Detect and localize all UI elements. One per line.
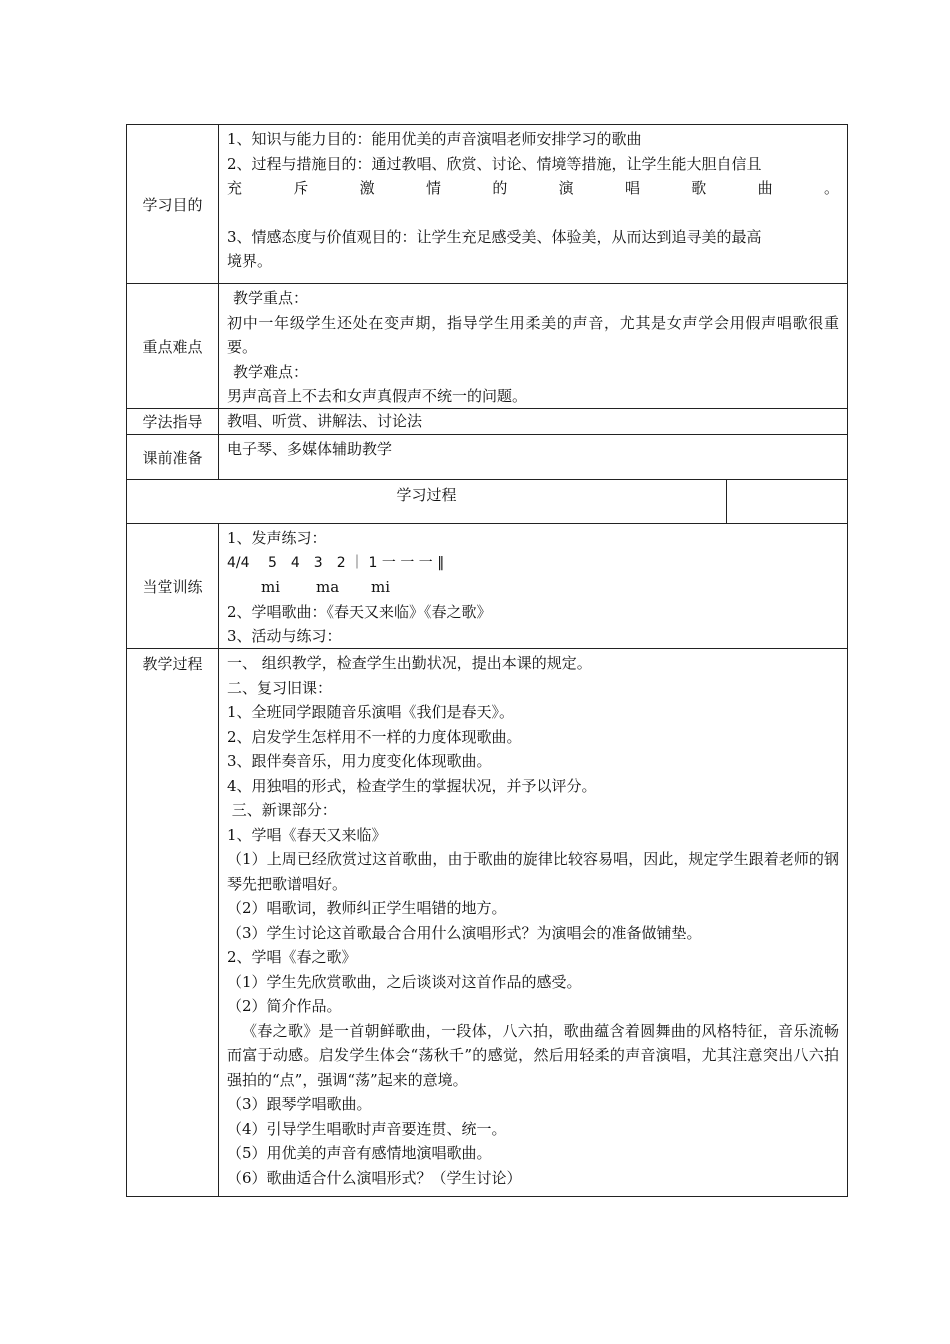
teaching-line: （3）学生讨论这首歌最合合用什么演唱形式？为演唱会的准备做铺垫。 xyxy=(227,923,702,942)
teaching-line: 一、 组织教学，检查学生出勤状况，提出本课的规定。 xyxy=(227,654,592,672)
method-row xyxy=(126,409,848,435)
objective-1: 1、知识与能力目的：能用优美的声音演唱老师安排学习的歌曲 xyxy=(227,130,642,148)
objective-2: 2、过程与措施目的：通过教唱、欣赏、讨论、情境等措施，让学生能大胆自信且 xyxy=(227,154,762,173)
teaching-line: 二、复习旧课： xyxy=(227,678,333,697)
objectives-label: 学习目的 xyxy=(127,125,219,283)
teaching-line: 2、学唱《春之歌》 xyxy=(227,948,357,966)
difficulty-text: 男声高音上不去和女声真假声不统一的问题。 xyxy=(227,387,528,405)
prep-row xyxy=(126,435,848,480)
teaching-line: （5）用优美的声音有感情地演唱歌曲。 xyxy=(227,1144,492,1162)
key-points-label: 重点难点 xyxy=(127,284,219,408)
training-item-2: 2、学唱歌曲：《春天又来临》《春之歌》 xyxy=(227,602,492,621)
key-points-content xyxy=(219,284,847,408)
teaching-line: （6）歌曲适合什么演唱形式？（学生讨论） xyxy=(227,1168,522,1187)
training-label: 当堂训练 xyxy=(127,524,219,648)
teaching-line: 2、启发学生怎样用不一样的力度体现歌曲。 xyxy=(227,727,522,746)
teaching-paragraph: （1）上周已经欣赏过这首歌曲，由于歌曲的旋律比较容易唱，因此，规定学生跟着老师的钢琴先把歌谱唱好。 xyxy=(227,850,839,893)
teaching-line: 3、跟伴奏音乐，用力度变化体现歌曲。 xyxy=(227,752,492,770)
teaching-paragraph: 《春之歌》是一首朝鲜歌曲，一段体，八六拍，歌曲蕴含着圆舞曲的风格特征，音乐流畅而富于动感。启发学生体会“荡秋千”的感觉，然后用轻柔的声音演唱，尤其注意突出八六拍强拍的“点”，强调“荡”起来的意境。 xyxy=(227,1021,839,1089)
syllable: ma xyxy=(316,578,340,596)
syllable: mi xyxy=(261,578,281,596)
training-item-1: 1、发声练习： xyxy=(227,529,327,547)
focus-text: 初中一年级学生还处在变声期，指导学生用柔美的声音，尤其是女声学会用假声唱歌很重要。 xyxy=(227,313,839,356)
lesson-plan-table xyxy=(126,124,848,1197)
teaching-line: （1）学生先欣赏歌曲，之后谈谈对这首作品的感受。 xyxy=(227,972,582,991)
teaching-line: 1、全班同学跟随音乐演唱《我们是春天》。 xyxy=(227,703,515,721)
teaching-line: 三、新课部分： xyxy=(227,801,337,819)
objectives-row xyxy=(126,124,848,284)
training-item-3: 3、活动与练习： xyxy=(227,627,342,645)
method-text: 教唱、听赏、讲解法、讨论法 xyxy=(227,412,423,430)
process-header: 学习过程 xyxy=(127,480,727,523)
prep-label: 课前准备 xyxy=(127,435,219,479)
objectives-content xyxy=(219,125,847,283)
syllable: mi xyxy=(371,578,391,596)
teaching-line: （2）唱歌词，教师纠正学生唱错的地方。 xyxy=(227,899,507,917)
training-syllables xyxy=(227,575,839,600)
teaching-line: 1、学唱《春天又来临》 xyxy=(227,825,387,844)
key-points-row xyxy=(126,284,848,409)
difficulty-title: 教学难点： xyxy=(233,362,309,381)
training-content xyxy=(219,524,847,648)
objective-3: 3、情感态度与价值观目的：让学生充足感受美、体验美，从而达到追寻美的最高 xyxy=(227,227,762,246)
method-label: 学法指导 xyxy=(127,409,219,434)
teaching-content xyxy=(219,649,847,1196)
training-notation: 4/4 5 4 3 2 ｜ 1 一 一 一 ‖ xyxy=(227,554,445,571)
teaching-line: （4）引导学生唱歌时声音要连贯、统一。 xyxy=(227,1119,507,1138)
teaching-label: 教学过程 xyxy=(127,649,219,1196)
teaching-line: （2）简介作品。 xyxy=(227,997,342,1015)
process-header-row xyxy=(126,480,848,524)
objective-2-continued: 充 斥 激 情 的 演 唱 歌 曲 。 xyxy=(227,179,839,197)
teaching-row xyxy=(126,649,848,1197)
objective-3-continued: 境界。 xyxy=(227,252,273,270)
focus-title: 教学重点： xyxy=(233,289,309,307)
prep-text: 电子琴、多媒体辅助教学 xyxy=(227,440,393,458)
teaching-line: 4、用独唱的形式，检查学生的掌握状况，并予以评分。 xyxy=(227,776,597,795)
teaching-line: （3）跟琴学唱歌曲。 xyxy=(227,1095,372,1113)
training-row xyxy=(126,524,848,649)
